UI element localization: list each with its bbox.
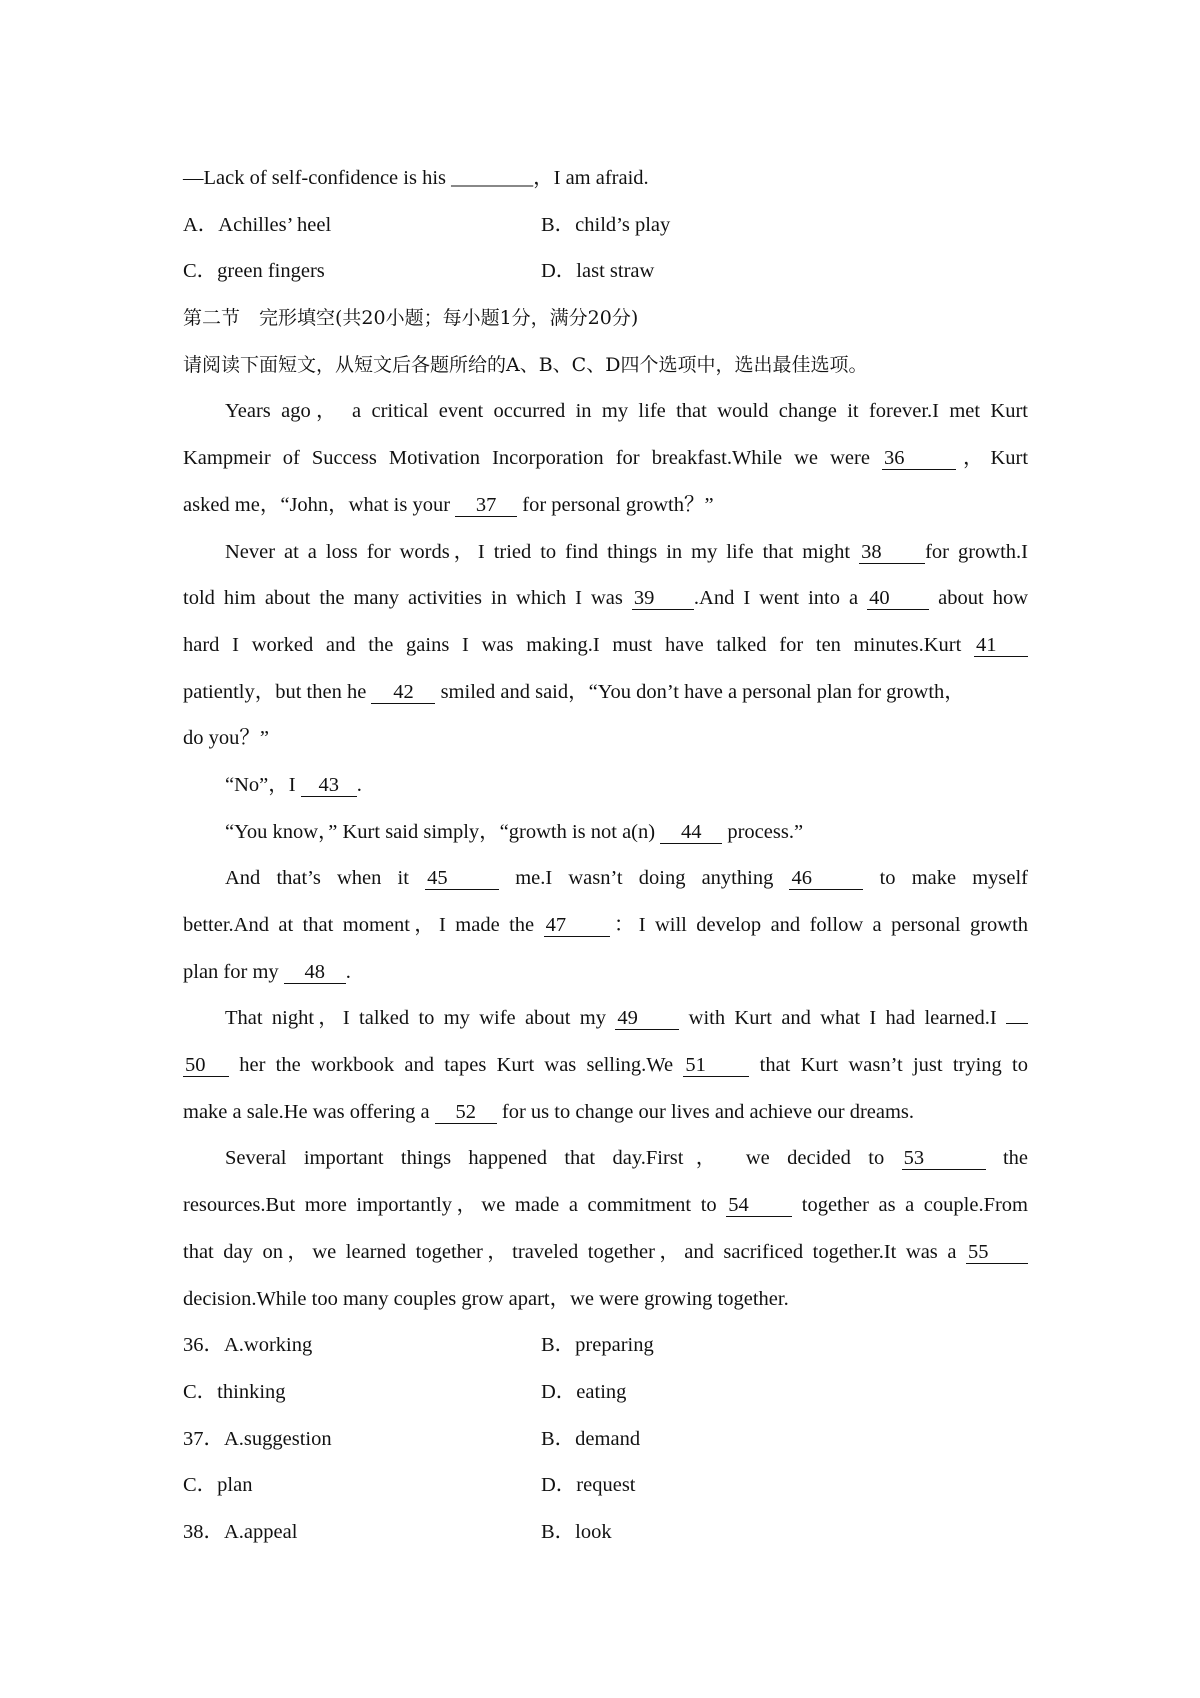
question-option-row bbox=[183, 1509, 1028, 1556]
passage-line: Years ago， a critical event occurred in my life that would change it forever.I met Kurt bbox=[225, 400, 1028, 423]
option-b: B．child’s play bbox=[541, 213, 671, 236]
passage-line: And that’s when it 45 me.I wasn’t doing anything 46 to make myself bbox=[225, 867, 1029, 890]
blank-37: 37 bbox=[455, 494, 517, 517]
passage-line: patiently，but then he 42 smiled and said，“You don’t have a personal plan for growth， bbox=[183, 680, 965, 703]
question-option-row bbox=[183, 1416, 1028, 1463]
passage-line: that day on，we learned together，traveled together，and sacrificed together.It was a 55 bbox=[183, 1229, 1028, 1276]
blank-44: 44 bbox=[660, 821, 722, 844]
question-option-row bbox=[183, 1462, 1028, 1509]
option-d: D．last straw bbox=[541, 260, 655, 283]
blank-42: 42 bbox=[371, 681, 435, 704]
blank-46: 46 bbox=[789, 867, 863, 890]
passage-line: 50 her the workbook and tapes Kurt was selling.We 51 that Kurt wasn’t just trying to bbox=[185, 1054, 1029, 1077]
passage-line: hard I worked and the gains I was making.I must have talked for ten minutes.Kurt 41 bbox=[183, 622, 1028, 669]
option-row bbox=[183, 248, 1028, 295]
blank-51: 51 bbox=[683, 1054, 749, 1077]
passage-line: do you？” bbox=[183, 727, 269, 750]
blank-45: 45 bbox=[425, 867, 499, 890]
option-left: 38．A.appeal bbox=[183, 1520, 298, 1543]
answer-blank: ________ bbox=[451, 167, 534, 189]
passage-line: make a sale.He was offering a 52 for us to change our lives and achieve our dreams. bbox=[183, 1100, 915, 1123]
blank-54: 54 bbox=[726, 1194, 792, 1217]
prev-question-stem bbox=[183, 155, 1028, 202]
passage-line: plan for my 48 . bbox=[183, 960, 351, 983]
option-right: D．eating bbox=[541, 1380, 627, 1403]
option-left: C．thinking bbox=[183, 1380, 286, 1403]
stem-text-after: ，I am afraid. bbox=[533, 167, 649, 189]
passage-line: decision.While too many couples grow apart，we were growing together. bbox=[183, 1287, 789, 1310]
blank-49: 49 bbox=[615, 1007, 679, 1030]
question-option-row bbox=[183, 1369, 1028, 1416]
blank-48: 48 bbox=[284, 961, 346, 984]
passage-line: “No”，I 43 . bbox=[225, 773, 362, 796]
blank-40: 40 bbox=[867, 587, 929, 610]
document-page bbox=[183, 155, 1028, 1556]
blank-36: 36 bbox=[882, 447, 956, 470]
option-right: B．preparing bbox=[541, 1334, 654, 1357]
option-a: A．Achilles’ heel bbox=[183, 213, 332, 236]
blank-47: 47 bbox=[544, 914, 610, 937]
option-left: 36．A.working bbox=[183, 1334, 313, 1357]
passage-line: better.And at that moment，I made the 47 ：I will develop and follow a personal growth bbox=[183, 914, 1029, 936]
option-c: C．green fingers bbox=[183, 260, 325, 283]
passage-line: Kampmeir of Success Motivation Incorporation for breakfast.While we were 36 ，Kurt bbox=[183, 447, 1029, 470]
blank-38: 38 bbox=[859, 541, 925, 564]
passage-line: resources.But more importantly，we made a commitment to 54 together as a couple.From bbox=[183, 1194, 1028, 1217]
blank-50: 50 bbox=[183, 1054, 229, 1077]
section-instruction: 请阅读下面短文，从短文后各题所给的A、B、C、D四个选项中，选出最佳选项。 bbox=[183, 353, 868, 376]
blank-43: 43 bbox=[301, 774, 357, 797]
passage-line: told him about the many activities in which I was 39 .And I went into a 40 about how bbox=[183, 587, 1029, 610]
blank-41: 41 bbox=[974, 634, 1028, 657]
section-title: 第二节 完形填空(共20小题；每小题1分，满分20分) bbox=[183, 307, 639, 330]
question-option-row bbox=[183, 1322, 1028, 1369]
option-right: D．request bbox=[541, 1474, 636, 1497]
blank-50-start bbox=[1006, 1023, 1028, 1024]
blank-55: 55 bbox=[966, 1241, 1028, 1264]
passage-line: Never at a loss for words，I tried to find things in my life that might 38 for growth.I bbox=[225, 540, 1028, 563]
blank-53: 53 bbox=[902, 1147, 986, 1170]
option-right: B．demand bbox=[541, 1427, 641, 1450]
passage-line: “You know，” Kurt said simply，“growth is not a(n) 44 process.” bbox=[225, 820, 804, 843]
stem-text: —Lack of self-confidence is his bbox=[183, 167, 446, 189]
passage-line: That night，I talked to my wife about my 49 with Kurt and what I had learned.I bbox=[183, 995, 1028, 1042]
passage-line: asked me，“John，what is your 37 for personal growth？” bbox=[183, 493, 714, 516]
option-left: C．plan bbox=[183, 1474, 253, 1497]
blank-52: 52 bbox=[435, 1101, 497, 1124]
option-left: 37．A.suggestion bbox=[183, 1427, 332, 1450]
option-right: B．look bbox=[541, 1520, 612, 1543]
passage-line: Several important things happened that day.First， we decided to 53 the bbox=[225, 1147, 1029, 1170]
blank-39: 39 bbox=[632, 587, 694, 610]
option-row bbox=[183, 202, 1028, 249]
